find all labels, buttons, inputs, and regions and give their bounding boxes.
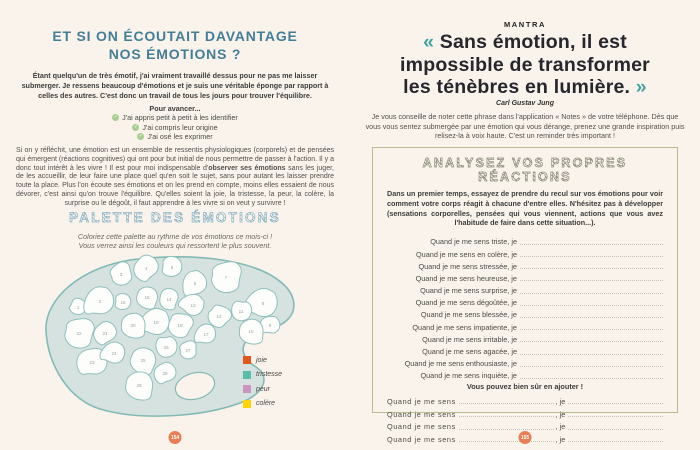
palette-day-number: 23: [89, 359, 95, 365]
blank-prompt-prefix: Quand je me sens: [387, 422, 456, 432]
prompt-label: Quand je me sens impatiente, je: [412, 322, 517, 332]
palette-day-number: 26: [163, 344, 169, 350]
legend-label: tristesse: [256, 371, 283, 379]
prompt-row: [387, 307, 663, 319]
write-in-line: [520, 378, 663, 379]
write-in-line: [568, 403, 663, 404]
color-swatch-icon: [243, 371, 251, 379]
write-in-line: [520, 268, 663, 269]
prompt-label: Quand je me sens inquiète, je: [420, 371, 517, 381]
legend-item: [243, 371, 282, 379]
quote-author: Carl Gustav Jung: [496, 100, 554, 107]
legend-item: [243, 356, 282, 364]
palette-day-number: 27: [185, 347, 191, 353]
add-more-text: Vous pouvez bien sûr en ajouter !: [466, 382, 584, 392]
check-circle-icon: ✓: [138, 132, 143, 139]
palette-section-heading: PALETTE DES ÉMOTIONS: [0, 210, 350, 225]
color-swatch-icon: [243, 400, 251, 408]
palette-day-number: 5: [170, 264, 174, 270]
page-title-line2: NOS ÉMOTIONS ?: [108, 46, 242, 63]
prompt-list: [387, 234, 663, 380]
write-in-line: [568, 429, 663, 430]
quote-text: Sans émotion, il est impossible de transformer les ténèbres en lumière.: [400, 31, 650, 99]
checklist-item-label: J'ai osé les exprimer: [147, 131, 213, 141]
write-in-line: [459, 403, 554, 404]
palette-caption-line2: Vous verrez ainsi les couleurs qui ressortent le plus souvent.: [78, 241, 272, 251]
prompt-label: Quand je me sens triste, je: [430, 237, 517, 247]
body-text-after: sans les juger, de les accueillir, de leur faire une place quel qu'en soit le sujet, sans pour autant les laisser prendre toute la place. Plus l'on écoute ses émotions et on les prend en compte, moins elles essaient de nous dévorer, c'est ainsi qu'on trouve l'équilibre. Qu'elles soient la joie, la tristesse, la peur, la colère, la surprise ou le dégoût, il faut apprendre à les vivre si on veut y survivre !: [16, 164, 334, 207]
write-in-line: [459, 429, 554, 430]
intro-paragraph: Étant quelqu'un de très émotif, j'ai vraiment travaillé dessus pour ne pas me laisser submerger. Je ressens beaucoup d'émotions et je suis une véritable éponge par rapport à celles des autres. C'est donc un travail de tous les jours pour trouver l'équilibre.: [21, 71, 329, 101]
prompt-row: [387, 368, 663, 380]
prompt-row: [387, 332, 663, 344]
body-text-bold: observer ses émotions: [208, 164, 286, 172]
checklist: [0, 113, 350, 141]
prompt-label: Quand je me sens irritable, je: [422, 334, 517, 344]
palette-day-number: 3: [119, 271, 123, 277]
write-in-line: [520, 317, 663, 318]
prompt-row: [387, 283, 663, 295]
palette-day-number: 8: [261, 300, 265, 306]
palette-day-number: 13: [190, 302, 196, 308]
palette-day-number: 29: [162, 370, 168, 376]
palette-day-number: 6: [193, 280, 197, 286]
write-in-line: [520, 256, 663, 257]
body-text-before: Si on y réfléchit, une émotion est un ensemble de ressentis physiologiques (corporels) et de pensées qui émergent (réactions cognitives) qui ont pour but initial de nous permettre de passer à l'action. Il y a donc tout intérêt à les vivre ! Il est pour moi indispensable d': [16, 147, 334, 172]
open-guillemet: «: [423, 31, 435, 53]
write-in-line: [520, 366, 663, 367]
advance-heading: Pour avancer...: [149, 104, 201, 113]
palette-day-number: 20: [130, 322, 136, 328]
palette-day-number: 4: [144, 265, 148, 271]
body-paragraph: [16, 147, 334, 208]
prompt-label: Quand je me sens agacée, je: [422, 347, 517, 356]
prompt-row: [387, 295, 663, 307]
checklist-item-label: J'ai appris petit à petit à les identifier: [122, 113, 238, 123]
palette-day-number: 16: [120, 299, 126, 305]
emotion-color-legend: [243, 356, 282, 414]
palette-day-number: 28: [136, 382, 142, 388]
prompt-row: [387, 344, 663, 356]
blank-prompt-prefix: Quand je me sens: [387, 409, 456, 419]
palette-day-number: 14: [166, 296, 172, 302]
palette-day-number: 1: [76, 304, 80, 310]
write-in-line: [459, 441, 554, 442]
blank-prompt-row: [387, 393, 663, 406]
mantra-label: MANTRA: [503, 20, 547, 29]
prompt-row: [387, 271, 663, 283]
mantra-quote: [375, 31, 675, 99]
page-title-line1: ET SI ON ÉCOUTAIT DAVANTAGE: [52, 28, 298, 44]
page-title: [0, 27, 350, 64]
color-swatch-icon: [243, 385, 251, 393]
close-guillemet: »: [635, 76, 647, 99]
prompt-label: Quand je me sens stressée, je: [418, 261, 517, 271]
write-in-line: [520, 244, 663, 245]
prompt-row: [387, 234, 663, 246]
blank-prompt-je: , je: [555, 396, 566, 406]
advice-paragraph: Je vous conseille de noter cette phrase dans l'application « Notes » de votre téléphone. Dès que vous vous sentez submergée par une émotion qui vous dérange, prenez une grande inspiration puis relisez-la à voix haute. C'est un reminder très important !: [365, 112, 685, 141]
write-in-line: [568, 441, 663, 442]
palette-day-number: 17: [203, 331, 209, 337]
palette-day-number: 10: [248, 328, 254, 334]
write-in-line: [520, 305, 663, 306]
palette-day-number: 19: [153, 319, 159, 325]
prompt-row: [387, 246, 663, 258]
palette-day-number: 21: [102, 330, 108, 336]
page-number-badge: 155: [519, 431, 532, 444]
right-page: [350, 0, 700, 450]
check-circle-icon: ✓: [113, 114, 118, 121]
analysis-box-title: ANALYSEZ VOS PROPRES RÉACTIONS: [387, 156, 663, 184]
color-swatch-icon: [243, 356, 251, 364]
write-in-line: [520, 354, 663, 355]
palette-day-number: 12: [216, 313, 222, 319]
write-in-line: [568, 416, 663, 417]
checklist-item: [0, 132, 350, 141]
legend-item: [243, 385, 282, 393]
legend-label: peur: [256, 385, 271, 393]
blank-prompt-prefix: Quand je me sens: [387, 434, 456, 444]
blank-prompt-je: , je: [555, 422, 566, 432]
prompt-label: Quand je me sens dégoûtée, je: [415, 298, 517, 308]
palette-day-number: 9: [268, 322, 272, 328]
palette-day-number: 24: [111, 350, 117, 356]
legend-label: joie: [256, 356, 267, 364]
palette-caption: [0, 232, 350, 251]
palette-day-number: 15: [144, 294, 150, 300]
palette-day-number: 2: [98, 298, 102, 304]
blank-prompt-je: , je: [555, 434, 566, 444]
prompt-label: Quand je me sens heureuse, je: [415, 273, 517, 283]
analysis-box-intro: Dans un premier temps, essayez de prendre du recul sur vos émotions pour voir comment votre corps réagit à chacune d'entre elles. N'hésitez pas à développer (sensations corporelles, pensées qui vous viennent, actions que vous avez l'habitude de faire dans cette situation...).: [387, 189, 663, 228]
checklist-item: [0, 113, 350, 122]
prompt-label: Quand je me sens en colère, je: [416, 249, 517, 259]
check-circle-icon: ✓: [133, 123, 138, 130]
prompt-row: [387, 259, 663, 271]
palette-day-number: 18: [177, 322, 183, 328]
blank-prompt-row: [387, 406, 663, 419]
write-in-line: [520, 293, 663, 294]
write-in-line: [459, 416, 554, 417]
blank-prompt-prefix: Quand je me sens: [387, 396, 456, 406]
write-in-line: [520, 280, 663, 281]
checklist-item: [0, 122, 350, 131]
page-number-badge: 154: [169, 431, 182, 444]
prompt-row: [387, 356, 663, 368]
palette-day-number: 7: [224, 274, 228, 280]
prompt-row: [387, 319, 663, 331]
write-in-line: [520, 341, 663, 342]
blank-prompt-je: , je: [555, 409, 566, 419]
checklist-item-label: J'ai compris leur origine: [142, 122, 218, 132]
blank-prompt-row: [387, 419, 663, 432]
prompt-label: Quand je me sens enthousiaste, je: [404, 359, 517, 369]
palette-caption-line1: Coloriez cette palette au rythme de vos émotions ce mois-ci !: [77, 232, 273, 241]
legend-item: [243, 400, 282, 408]
palette-day-number: 22: [76, 330, 82, 336]
write-in-line: [520, 329, 663, 330]
legend-label: colère: [256, 400, 276, 408]
prompt-label: Quand je me sens surprise, je: [420, 286, 517, 296]
palette-day-number: 11: [238, 308, 244, 314]
prompt-label: Quand je me sens blessée, je: [420, 310, 517, 320]
palette-day-number: 25: [140, 357, 146, 363]
